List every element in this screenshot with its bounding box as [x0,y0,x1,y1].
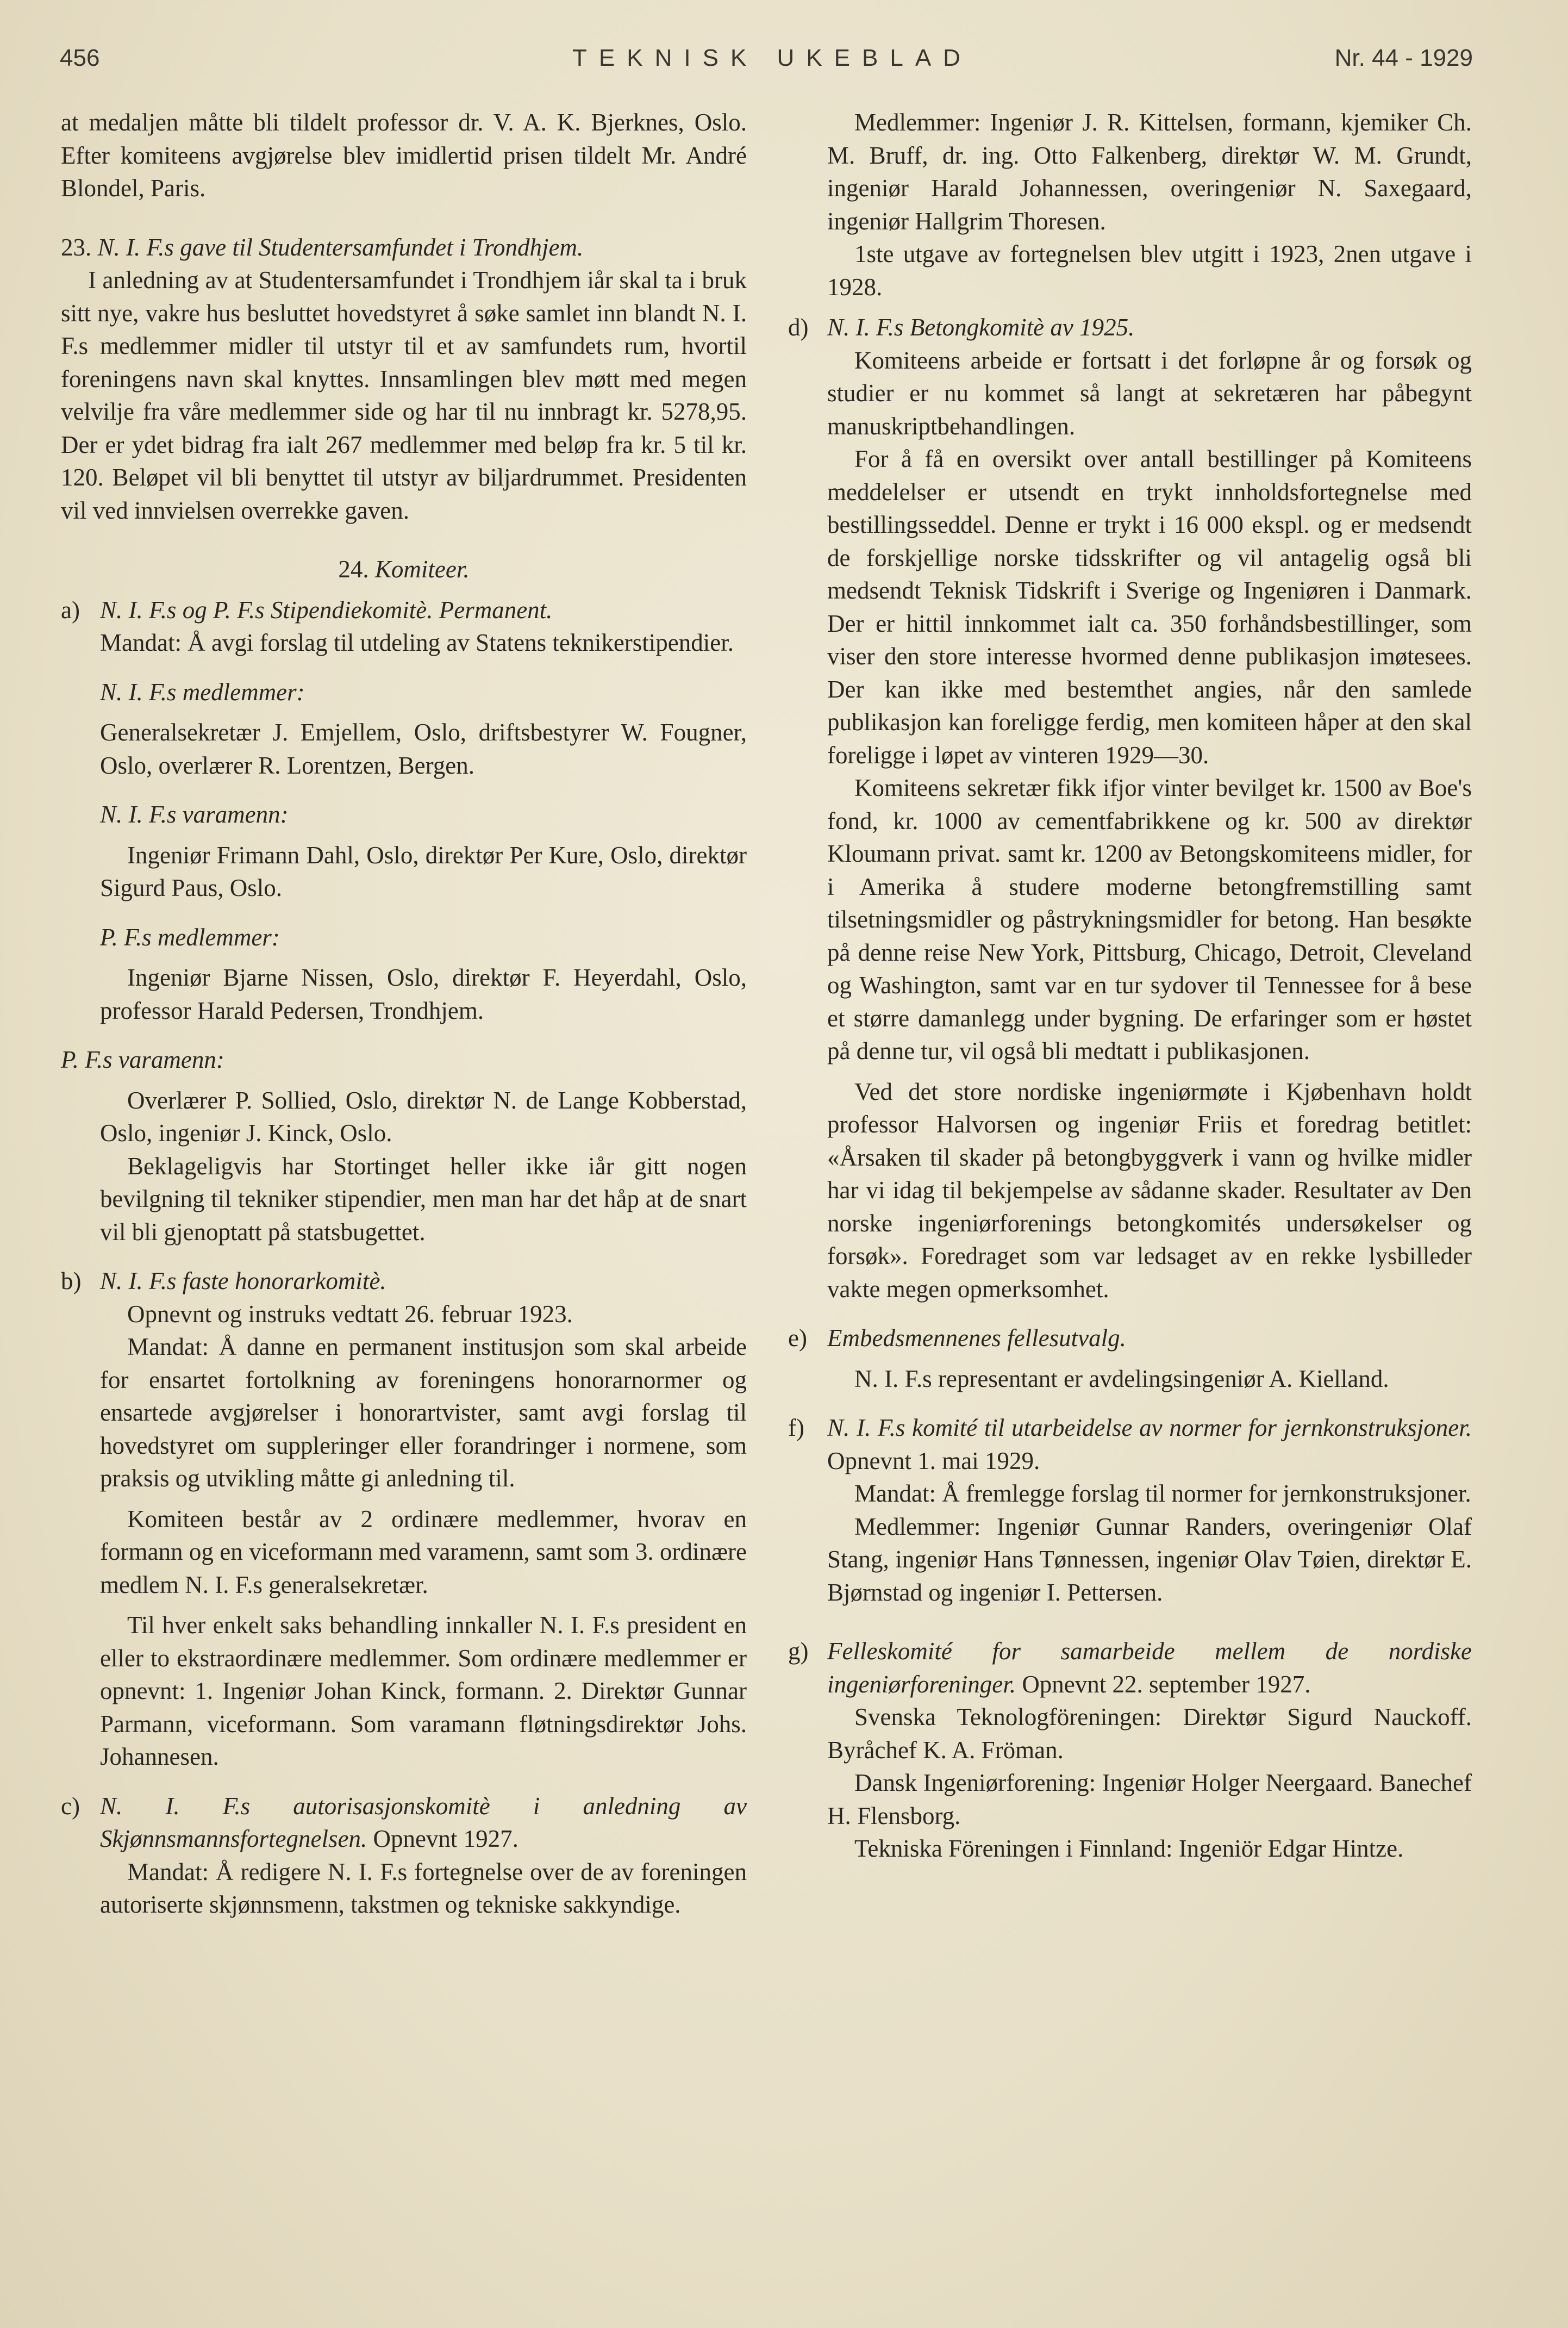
item-label: a) [61,596,80,624]
item-b-heading [61,1265,747,1298]
item-label: c) [61,1792,80,1820]
section-23-heading [61,231,747,264]
paragraph: Ved det store nordiske ingeniørmøte i Kjøbenhavn holdt professor Halvorsen og ingeniør Friis et foredrag betitlet: «Årsaken til skader på betongbyggverk i vann og hvilke midler har vi idag til bekjempelse av sådanne skader. Resultater av Den norske ingeniørforenings betongkomités undersøkelser og forsøk». Foredraget som var ledsaget av en rekke lysbilleder vakte megen opmerksomhet. [827,1078,1472,1303]
item-label: b) [61,1267,82,1294]
item-g-heading [788,1635,1472,1701]
item-a-mandate: Mandat: Å avgi forslag til utdeling av Statens teknikerstipendier. [100,629,734,656]
item-d-heading [788,311,1472,344]
issue-number: Nr. 44 - 1929 [1334,45,1473,71]
member-list: Tekniska Föreningen i Finnland: Ingeniör Edgar Hintze. [854,1835,1404,1862]
paragraph: Komiteens sekretær fikk ifjor vinter bevilget kr. 1500 av Boe's fond, kr. 1000 av cementfabrikkene og kr. 500 av direktør Kloumann privat. samt kr. 1200 av Betongskomiteens midler, for i Amerika å studere moderne betongfremstilling samt tilsetningsmidler og påstrykningsmidler for betong. Han besøkte på denne reise New York, Pittsburg, Chicago, Detroit, Cleveland og Washington, samt var en tur sydover til Tennessee for å bese et større damanlegg under bygning. De erfaringer som er høstet på denne tur, vil også bli medtatt i publikasjonen. [827,774,1472,1065]
journal-title: TEKNISK UKEBLAD [572,45,972,71]
section-23-body: I anledning av at Studentersamfundet i Trondhjem iår skal ta i bruk sitt nye, vakre hus besluttet hovedstyret å søke samlet inn blandt N. I. F.s medlemmer midler til utstyr til et av samfundets rum, hvortil foreningens navn skal knyttes. Innsamlingen blev møtt med megen velvilje fra våre medlemmer side og har til nu innbragt kr. 5278,95. Der er ydet bidrag fra ialt 267 medlemmer med beløp fra kr. 5 til kr. 120. Beløpet vil bli benyttet til utstyr av biljardrummet. Presidenten vil ved innvielsen overrekke gaven. [61,266,747,524]
paragraph: N. I. F.s representant er avdelingsingeniør A. Kielland. [854,1365,1389,1392]
subheading: P. F.s medlemmer: [100,923,280,951]
paragraph: Mandat: Å fremlegge forslag til normer for jernkonstruksjoner. [854,1480,1471,1507]
member-list: Medlemmer: Ingeniør J. R. Kittelsen, formann, kjemiker Ch. M. Bruff, dr. ing. Otto Falkenberg, direktør W. M. Grundt, ingeniør Harald Johannessen, overingeniør N. Saxegaard, ingeniør Hallgrim Thoresen. [827,109,1472,235]
item-title: N. I. F.s autorisasjonskomitè i anledning av Skjønnsmannsfortegnelsen. [100,1792,747,1852]
subheading: N. I. F.s medlemmer: [100,678,305,706]
paragraph: Komiteen består av 2 ordinære medlemmer, hvorav en formann og en viceformann med varamenn, samt som 3. ordinære medlem N. I. F.s generalsekretær. [100,1505,747,1598]
item-label: g) [788,1638,809,1665]
paragraph: Komiteens arbeide er fortsatt i det forløpne år og forsøk og studier er nu kommet så langt at sekretæren har påbegynt manuskriptbehandlingen. [827,346,1472,440]
item-title: N. I. F.s Betongkomitè av 1925. [827,314,1135,341]
paragraph-medal: at medaljen måtte bli tildelt professor dr. V. A. K. Bjerknes, Oslo. Efter komiteens avgjørelse blev imidlertid prisen tildelt Mr. André Blondel, Paris. [61,109,747,202]
item-e-heading [788,1322,1472,1355]
item-title: Embedsmennenes fellesutvalg. [827,1324,1126,1352]
item-title: N. I. F.s komité til utarbeidelse av normer for jernkonstruksjoner. [827,1414,1472,1441]
member-list: Overlærer P. Sollied, Oslo, direktør N. de Lange Kobberstad, Oslo, ingeniør J. Kinck, Oslo. [100,1086,747,1147]
member-list: Medlemmer: Ingeniør Gunnar Randers, overingeniør Olaf Stang, ingeniør Hans Tønnessen, ingeniør Olav Tøien, direktør E. Bjørnstad og ingeniør I. Pettersen. [827,1512,1472,1606]
item-f-heading [788,1411,1472,1477]
right-column [788,106,1472,1865]
paragraph-stipend: Beklageligvis har Stortinget heller ikke iår gitt nogen bevilgning til tekniker stipendier, men man har det håp at de snart vil bli gjenoptatt på statsbugettet. [100,1152,747,1246]
paragraph: Mandat: Å redigere N. I. F.s fortegnelse over de av foreningen autoriserte skjønnsmenn, takstmen og tekniske sakkyndige. [100,1858,747,1918]
item-title-tail: Opnevnt 1. mai 1929. [827,1447,1040,1474]
member-list: Svenska Teknologföreningen: Direktør Sigurd Nauckoff. Byråchef K. A. Fröman. [827,1703,1472,1764]
page-header [60,45,1473,83]
section-title: Komiteer. [374,556,470,583]
left-column [61,106,747,1921]
item-title-tail: Opnevnt 1927. [367,1825,518,1852]
item-title: N. I. F.s og P. F.s Stipendiekomitè. Permanent. [100,596,553,624]
item-title: Felleskomité for samarbeide mellem de nordiske ingeniørforeninger. [827,1638,1472,1698]
subheading: N. I. F.s varamenn: [100,801,289,828]
member-list: Ingeniør Frimann Dahl, Oslo, direktør Per Kure, Oslo, direktør Sigurd Paus, Oslo. [100,841,747,901]
section-number: 24. [338,556,369,583]
item-c-heading [61,1790,747,1856]
item-title: N. I. F.s faste honorarkomitè. [100,1267,386,1294]
page-number: 456 [60,45,100,71]
item-label: d) [788,314,809,341]
paragraph: Opnevnt og instruks vedtatt 26. februar 1923. [127,1300,573,1328]
member-list: Generalsekretær J. Emjellem, Oslo, driftsbestyrer W. Fougner, Oslo, overlærer R. Lorentzen, Bergen. [100,719,747,779]
item-label: f) [788,1414,804,1441]
member-list: Dansk Ingeniørforening: Ingeniør Holger Neergaard. Banechef H. Flensborg. [827,1769,1472,1829]
item-label: e) [788,1324,807,1352]
paragraph: Til hver enkelt saks behandling innkaller N. I. F.s president en eller to ekstraordinære medlemmer. Som ordinære medlemmer er opnevnt: 1. Ingeniør Johan Kinck, formann. 2. Direktør Gunnar Parmann, viceformann. Som varamann fløtningsdirektør Johs. Johannesen. [100,1611,747,1770]
section-24-heading [61,553,747,586]
subheading: P. F.s varamenn: [61,1046,224,1073]
member-list: Ingeniør Bjarne Nissen, Oslo, direktør F. Heyerdahl, Oslo, professor Harald Pedersen, Trondhjem. [100,964,747,1024]
item-title-tail: Opnevnt 22. september 1927. [1016,1670,1311,1698]
section-number: 23. [61,233,92,261]
section-title: N. I. F.s gave til Studentersamfundet i Trondhjem. [97,233,584,261]
item-a-heading [61,594,747,627]
paragraph: 1ste utgave av fortegnelsen blev utgitt i 1923, 2nen utgave i 1928. [827,240,1472,301]
paragraph: Mandat: Å danne en permanent institusjon som skal arbeide for ensartet fortolkning av foreningens honorarnormer og ensartede avgjørelser i honorartvister, samt avgi forslag til hovedstyret om suppleringer eller forandringer i normene, som praksis og utvikling måtte gi anledning til. [100,1333,747,1492]
paragraph: For å få en oversikt over antall bestillinger på Komiteens meddelelser er utsendt en trykt innholdsfortegnelse med bestillingsseddel. Denne er trykt i 16 000 ekspl. og er medsendt de forskjellige norske tidsskrifter og vil antagelig også bli medsendt Teknisk Tidskrift i Sverige og Ingeniøren i Danmark. Der er hittil innkommet ialt ca. 350 forhåndsbestillinger, som viser den store interesse hvormed denne publikasjon imøtesees. Der kan ikke med bestemthet angies, når den samlede publikasjon kan foreligge ferdig, men komiteen håper at den skal foreligge i løpet av vinteren 1929—30. [827,445,1472,769]
